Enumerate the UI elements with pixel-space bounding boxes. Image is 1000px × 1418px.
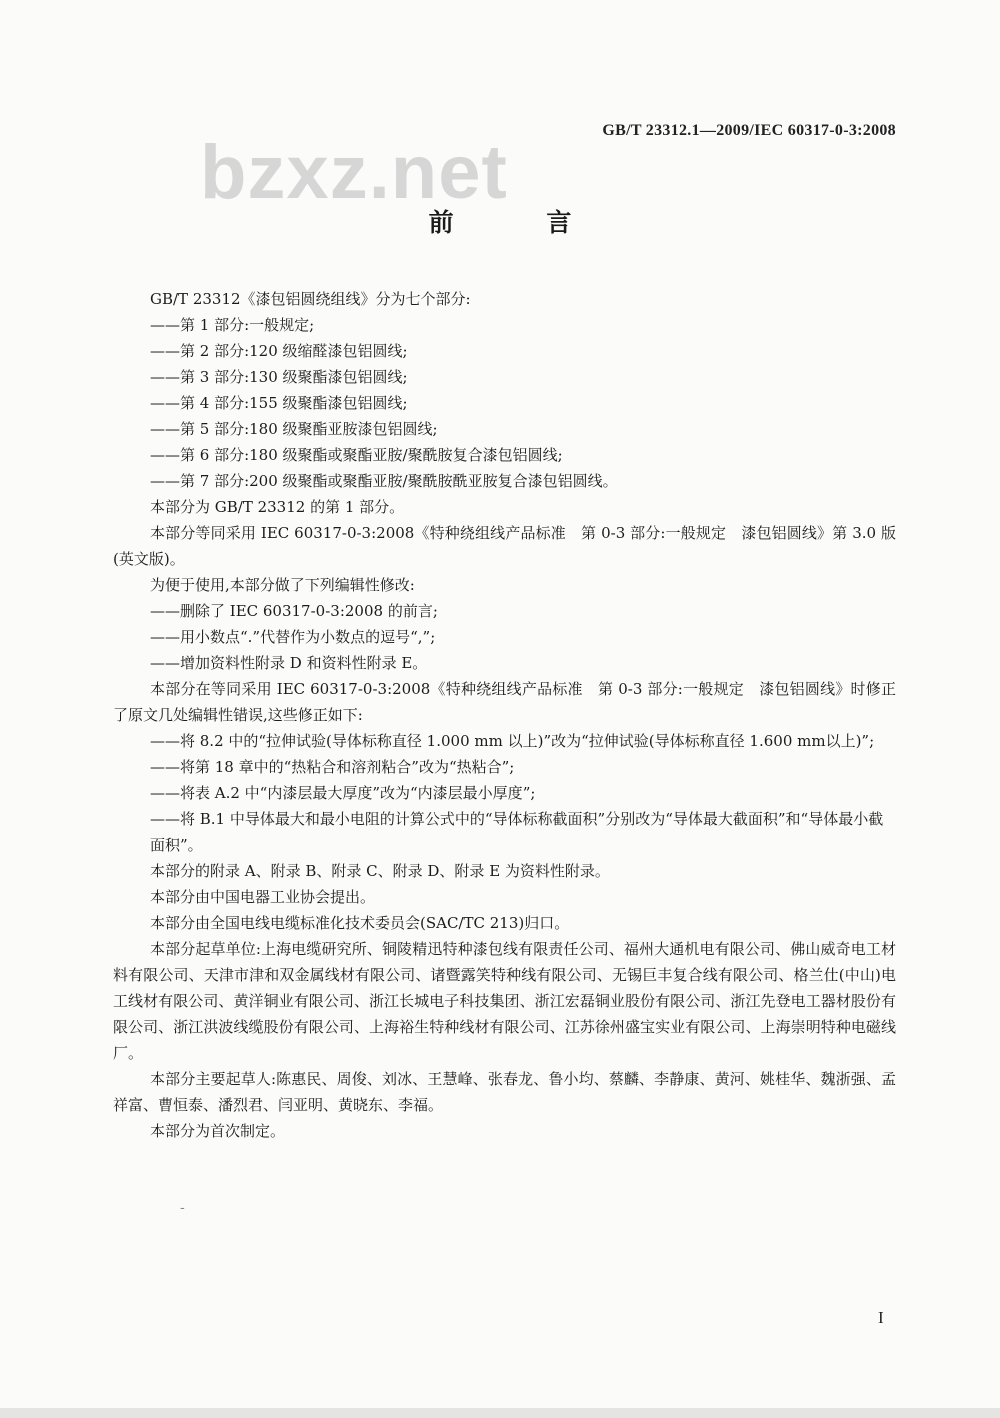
part-item: ——第 1 部分:一般规定; bbox=[150, 316, 315, 334]
part-item: ——第 2 部分:120 级缩醛漆包铝圆线; bbox=[150, 342, 408, 360]
fix-item: ——将 8.2 中的“拉伸试验(导体标称直径 1.000 mm 以上)”改为“拉伸试验(导体标称直径 1.600 mm以上)”; bbox=[150, 732, 875, 750]
foreword-body bbox=[113, 286, 896, 1144]
fix-item: ——将 B.1 中导体最大和最小电阻的计算公式中的“导体标称截面积”分别改为“导体最大截面积”和“导体最小截面积”。 bbox=[150, 810, 884, 854]
fix-item: ——将表 A.2 中“内漆层最大厚度”改为“内漆层最小厚度”; bbox=[150, 784, 536, 802]
adoption-paragraph: 本部分等同采用 IEC 60317-0-3:2008《特种绕组线产品标准 第 0-3 部分:一般规定 漆包铝圆线》第 3.0 版(英文版)。 bbox=[113, 524, 896, 568]
edit-item: ——删除了 IEC 60317-0-3:2008 的前言; bbox=[150, 602, 438, 620]
part-item: ——第 4 部分:155 级聚酯漆包铝圆线; bbox=[150, 394, 408, 412]
part-item: ——第 5 部分:180 级聚酯亚胺漆包铝圆线; bbox=[150, 420, 438, 438]
intro-paragraph: GB/T 23312《漆包铝圆绕组线》分为七个部分: bbox=[150, 290, 471, 308]
page-title: 前 言 bbox=[428, 208, 614, 237]
part-item: ——第 3 部分:130 级聚酯漆包铝圆线; bbox=[150, 368, 408, 386]
stray-mark: - bbox=[180, 1200, 185, 1216]
fix-item: ——将第 18 章中的“热粘合和溶剂粘合”改为“热粘合”; bbox=[150, 758, 515, 776]
first-edition-statement: 本部分为首次制定。 bbox=[150, 1122, 286, 1140]
page-bottom-edge bbox=[0, 1408, 1000, 1418]
committee-statement: 本部分由全国电线电缆标准化技术委员会(SAC/TC 213)归口。 bbox=[150, 914, 570, 932]
part-statement: 本部分为 GB/T 23312 的第 1 部分。 bbox=[150, 498, 405, 516]
edit-item: ——用小数点“.”代替作为小数点的逗号“,”; bbox=[150, 628, 436, 646]
part-item: ——第 7 部分:200 级聚酯或聚酯亚胺/聚酰胺酰亚胺复合漆包铝圆线。 bbox=[150, 472, 618, 490]
annex-statement: 本部分的附录 A、附录 B、附录 C、附录 D、附录 E 为资料性附录。 bbox=[150, 862, 610, 880]
edits-intro: 为便于使用,本部分做了下列编辑性修改: bbox=[150, 576, 415, 594]
standard-number: GB/T 23312.1—2009/IEC 60317-0-3:2008 bbox=[602, 122, 896, 139]
edit-item: ——增加资料性附录 D 和资料性附录 E。 bbox=[150, 654, 428, 672]
proposer-statement: 本部分由中国电器工业协会提出。 bbox=[150, 888, 376, 906]
part-item: ——第 6 部分:180 级聚酯或聚酯亚胺/聚酰胺复合漆包铝圆线; bbox=[150, 446, 563, 464]
drafters: 本部分主要起草人:陈惠民、周俊、刘冰、王慧峰、张春龙、鲁小均、蔡麟、李静康、黄河、姚桂华、魏浙强、孟祥富、曹恒泰、潘烈君、闫亚明、黄晓东、李福。 bbox=[113, 1070, 896, 1114]
corrections-intro: 本部分在等同采用 IEC 60317-0-3:2008《特种绕组线产品标准 第 0-3 部分:一般规定 漆包铝圆线》时修正了原文几处编辑性错误,这些修正如下: bbox=[113, 680, 896, 724]
drafting-units: 本部分起草单位:上海电缆研究所、铜陵精迅特种漆包线有限责任公司、福州大通机电有限公司、佛山威奇电工材料有限公司、天津市津和双金属线材有限公司、诸暨露笑特种线有限公司、无锡巨丰复合线有限公司、格兰仕(中山)电工线材有限公司、黄洋铜业有限公司、浙江长城电子科技集团、浙江宏磊铜业股份有限公司、浙江先登电工器材股份有限公司、浙江洪波线缆股份有限公司、上海裕生特种线材有限公司、江苏徐州盛宝实业有限公司、上海崇明特种电磁线厂。 bbox=[113, 940, 896, 1062]
page-number: I bbox=[878, 1308, 884, 1327]
watermark-text: bzxz.net bbox=[200, 130, 508, 215]
